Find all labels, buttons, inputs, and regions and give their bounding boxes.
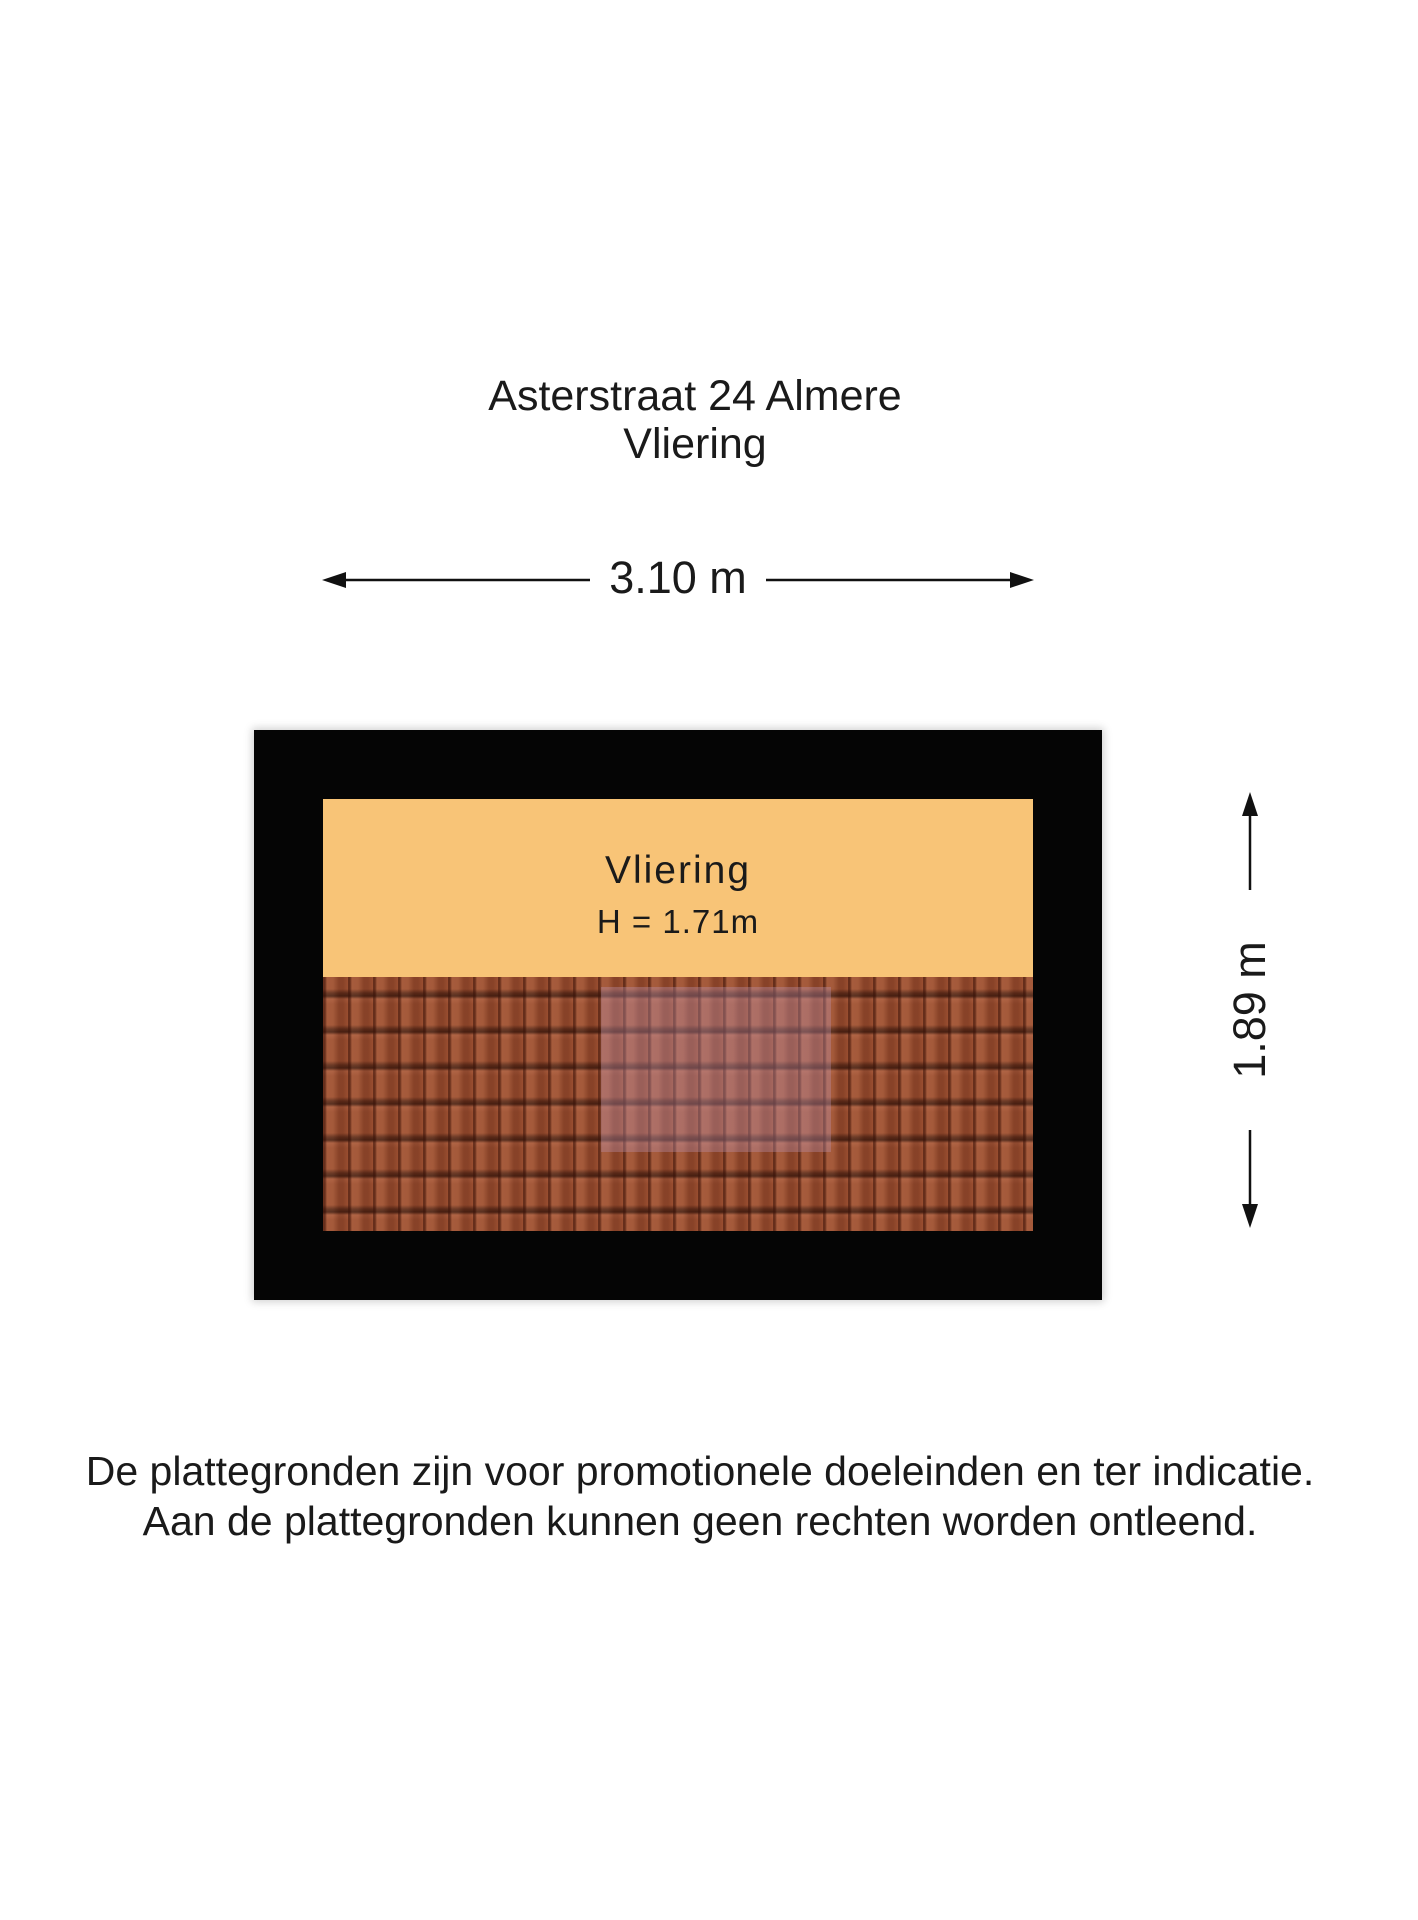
address-title: Asterstraat 24 Almere bbox=[488, 372, 902, 420]
plan-title bbox=[0, 372, 1390, 468]
floor-plan bbox=[254, 730, 1102, 1300]
room-vliering bbox=[323, 799, 1033, 977]
floor-title: Vliering bbox=[623, 420, 767, 468]
depth-dimension bbox=[1220, 790, 1280, 1230]
width-dimension bbox=[318, 548, 1038, 608]
room-name: Vliering bbox=[604, 849, 752, 892]
roof-hatch bbox=[601, 987, 831, 1152]
disclaimer-line-1: De plattegronden zijn voor promotionele doeleinden en ter indicatie. bbox=[85, 1448, 1315, 1494]
room-height: H = 1.71m bbox=[596, 903, 760, 940]
disclaimer bbox=[0, 1446, 1400, 1546]
width-label: 3.10 m bbox=[609, 552, 747, 603]
roof-tiles bbox=[323, 977, 1033, 1231]
disclaimer-line-2: Aan de plattegronden kunnen geen rechten worden ontleend. bbox=[142, 1498, 1258, 1544]
depth-label: 1.89 m bbox=[1226, 890, 1274, 1130]
